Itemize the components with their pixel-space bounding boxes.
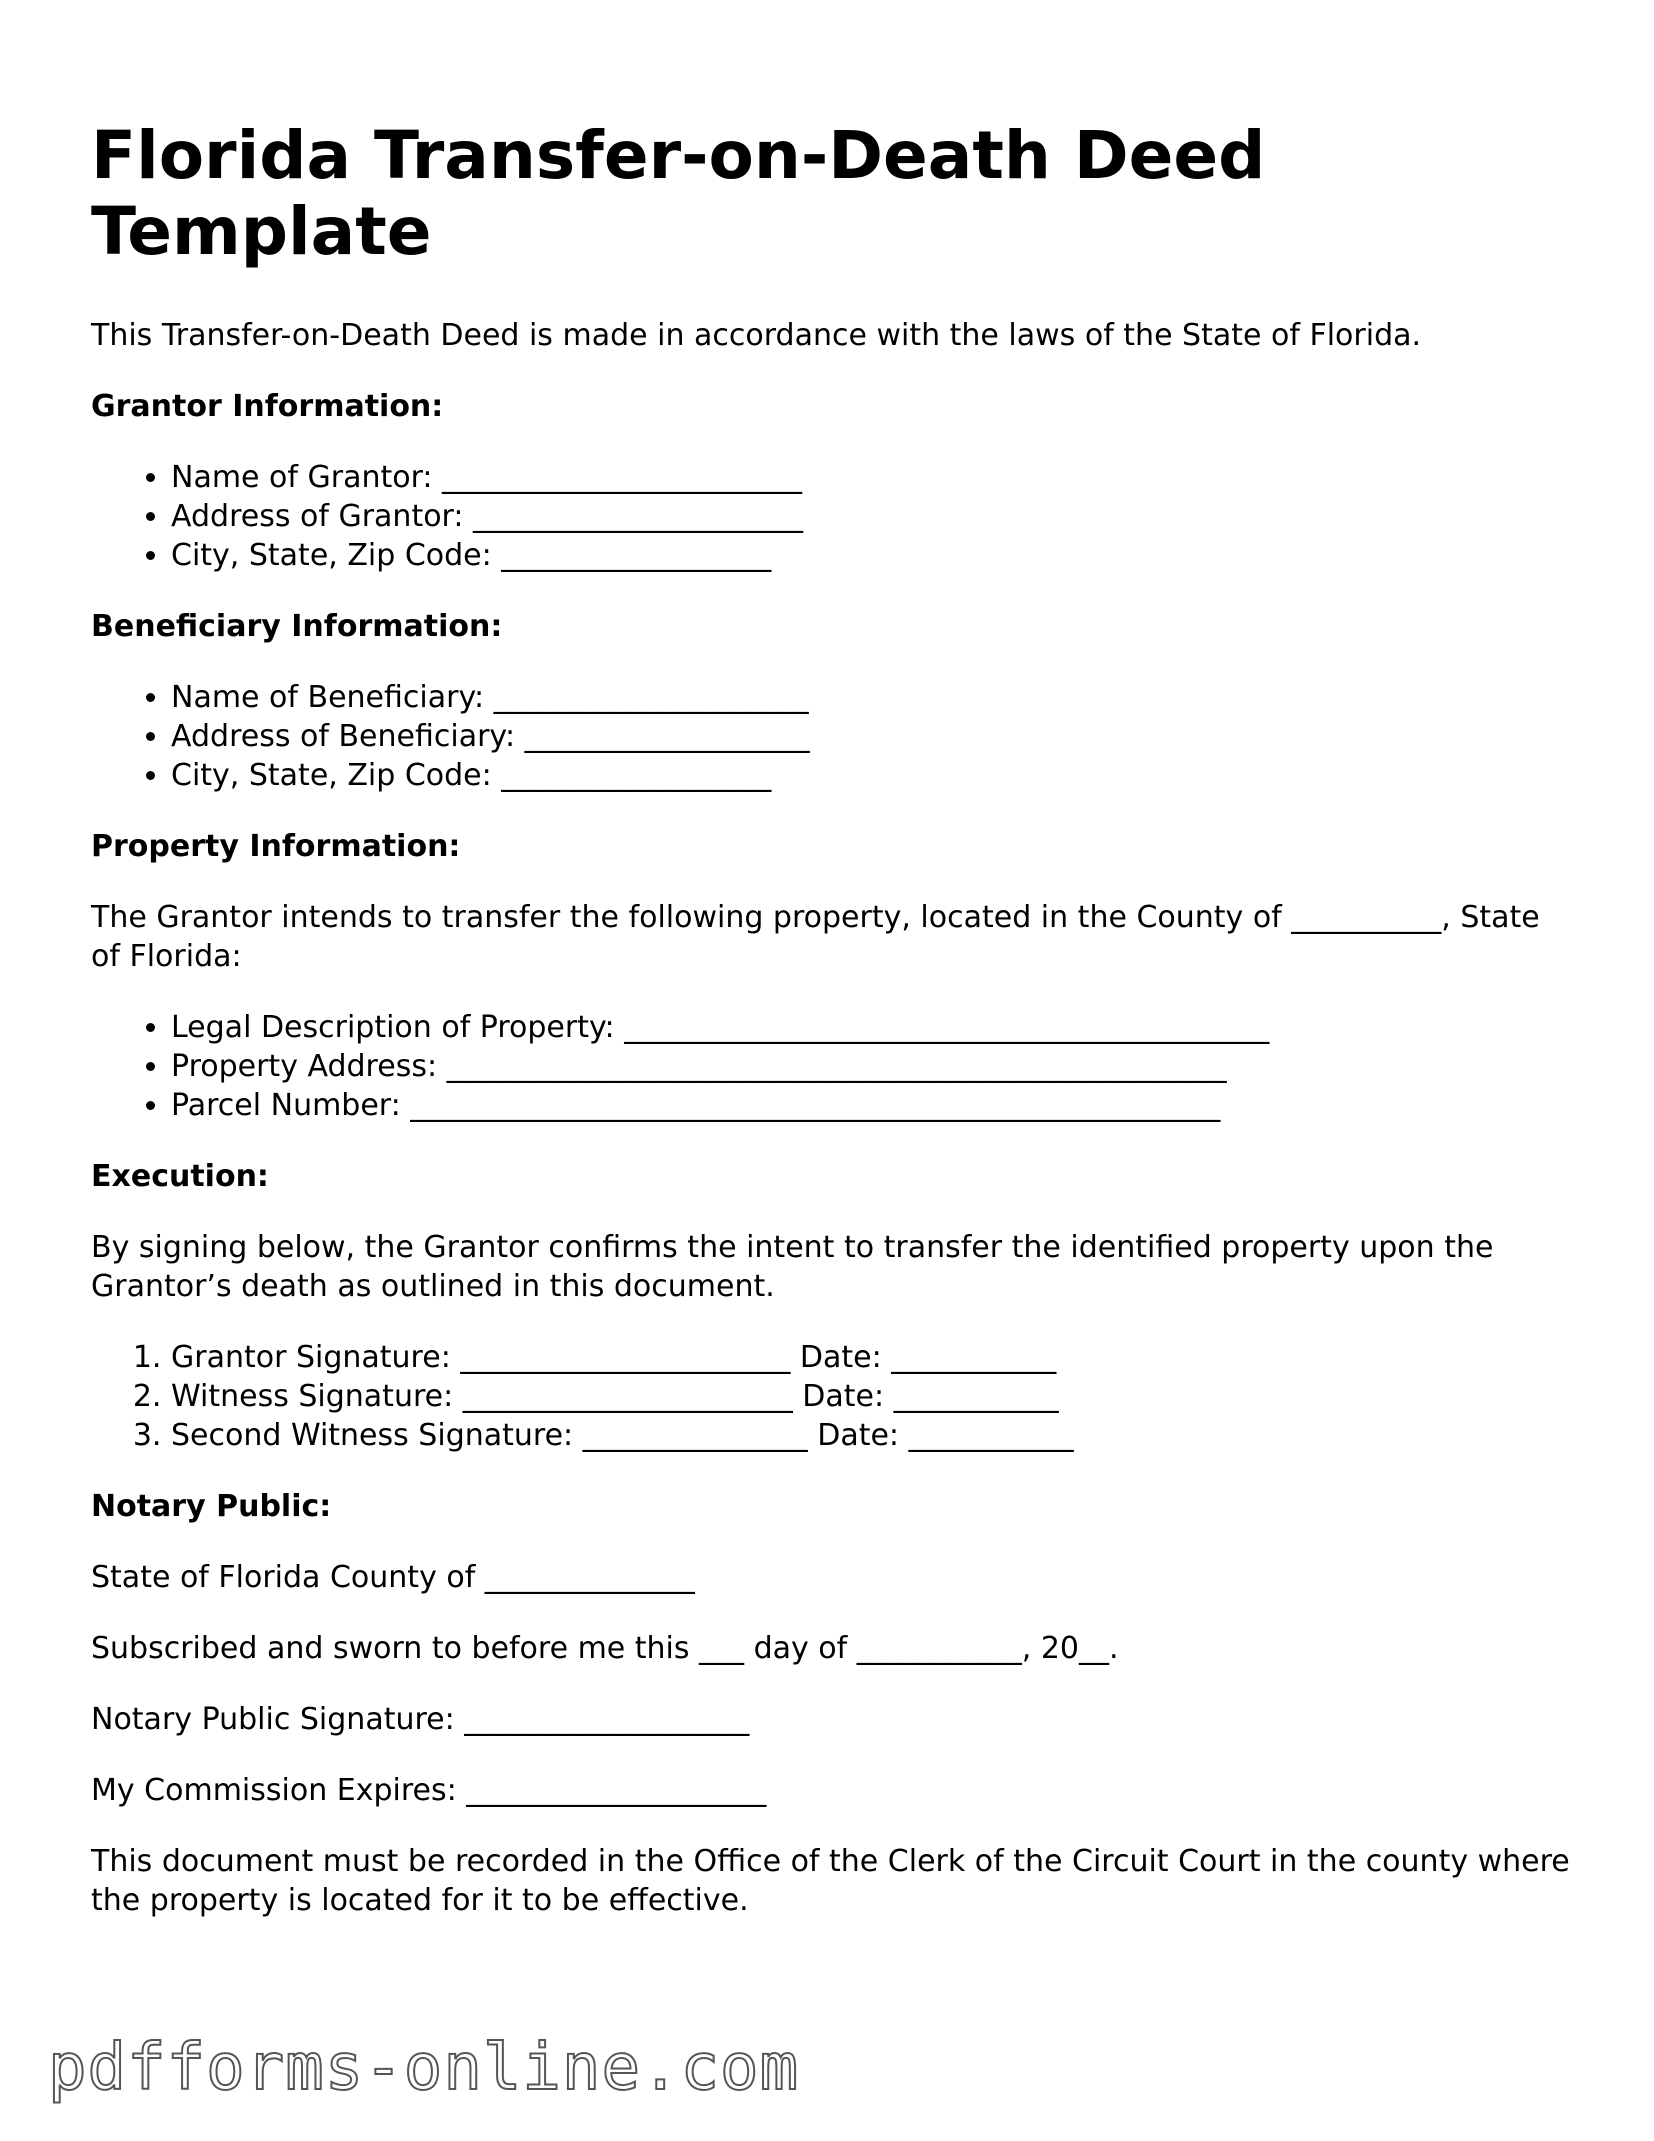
grantor-city-field: • City, State, Zip Code: __________________ bbox=[171, 536, 1571, 575]
execution-heading: Execution: bbox=[91, 1159, 269, 1194]
notary-signature-field: Notary Public Signature: ___________________ bbox=[91, 1702, 750, 1737]
second-witness-signature-field: 3. Second Witness Signature: _______________ Date: ___________ bbox=[171, 1416, 1571, 1455]
recording-note: This document must be recorded in the Office of the Clerk of the Circuit Court in the county where the property is located for it to be effective. bbox=[91, 1844, 1570, 1918]
property-address-field: • Property Address: ____________________________________________________ bbox=[171, 1047, 1571, 1086]
beneficiary-address-field: • Address of Beneficiary: ___________________ bbox=[171, 717, 1571, 756]
page-title: Florida Transfer-on-Death Deed Template bbox=[91, 117, 1266, 270]
beneficiary-city-field: • City, State, Zip Code: __________________ bbox=[171, 756, 1571, 795]
intro-text: This Transfer-on-Death Deed is made in accordance with the laws of the State of Florida. bbox=[91, 318, 1422, 353]
parcel-number-field: • Parcel Number: ______________________________________________________ bbox=[171, 1086, 1571, 1125]
grantor-name-field: • Name of Grantor: ________________________ bbox=[171, 458, 1571, 497]
beneficiary-name-field: • Name of Beneficiary: _____________________ bbox=[171, 678, 1571, 717]
grantor-address-field: • Address of Grantor: ______________________ bbox=[171, 497, 1571, 536]
property-heading: Property Information: bbox=[91, 829, 461, 864]
legal-description-field: • Legal Description of Property: ___________________________________________ bbox=[171, 1008, 1571, 1047]
notary-sworn-text: Subscribed and sworn to before me this ___ day of ___________, 20__. bbox=[91, 1631, 1119, 1666]
property-list bbox=[91, 1008, 1571, 1125]
grantor-list bbox=[91, 458, 1571, 575]
watermark-logo: pdfforms-online.com bbox=[48, 2031, 800, 2105]
notary-heading: Notary Public: bbox=[91, 1489, 332, 1524]
property-text: The Grantor intends to transfer the following property, located in the County of __________, State of Florida: bbox=[91, 900, 1540, 974]
beneficiary-heading: Beneficiary Information: bbox=[91, 609, 503, 644]
witness-signature-field: 2. Witness Signature: ______________________ Date: ___________ bbox=[171, 1377, 1571, 1416]
signature-list bbox=[91, 1338, 1571, 1455]
document-page bbox=[91, 118, 1571, 1952]
beneficiary-list bbox=[91, 678, 1571, 795]
grantor-heading: Grantor Information: bbox=[91, 389, 444, 424]
execution-text: By signing below, the Grantor confirms the intent to transfer the identified property upon the Grantor’s death as outlined in this document. bbox=[91, 1230, 1494, 1304]
grantor-signature-field: 1. Grantor Signature: ______________________ Date: ___________ bbox=[171, 1338, 1571, 1377]
notary-county-field: State of Florida County of ______________ bbox=[91, 1560, 695, 1595]
commission-expires-field: My Commission Expires: ____________________ bbox=[91, 1773, 767, 1808]
